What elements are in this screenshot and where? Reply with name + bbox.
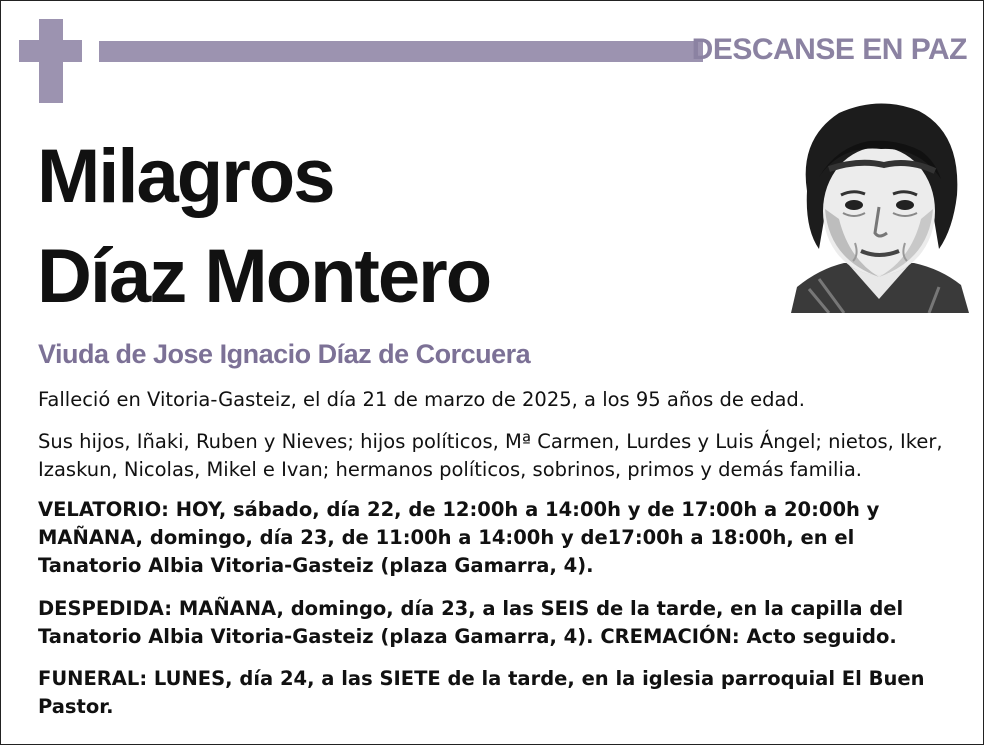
header-label: DESCANSE EN PAZ [691, 33, 967, 66]
deceased-first-name: Milagros [37, 134, 334, 219]
death-notice: Falleció en Vitoria-Gasteiz, el día 21 de marzo de 2025, a los 95 años de edad. [38, 388, 805, 411]
deceased-portrait [789, 99, 969, 313]
header-rule [99, 41, 703, 62]
relation-line: Viuda de Jose Ignacio Díaz de Corcuera [38, 339, 531, 369]
velatorio-info: VELATORIO: HOY, sábado, día 22, de 12:00h a 14:00h y de 17:00h a 20:00h y MAÑANA, domingo, día 23, de 11:00h a 14:00h y de17:00h a 18:00h, en el Tanatorio Albia Vitoria-Gasteiz (plaza Gamarra, 4). [38, 498, 880, 577]
deceased-surnames: Díaz Montero [37, 234, 491, 319]
family-list: Sus hijos, Iñaki, Ruben y Nieves; hijos políticos, Mª Carmen, Lurdes y Luis Ángel; nietos, Iker, Izaskun, Nicolas, Mikel e Ivan; hermanos políticos, sobrinos, primos y demás familia. [38, 430, 943, 481]
despedida-info: DESPEDIDA: MAÑANA, domingo, día 23, a las SEIS de la tarde, en la capilla del Tanatorio Albia Vitoria-Gasteiz (plaza Gamarra, 4). CREMACIÓN: Acto seguido. [38, 597, 904, 648]
cross-icon-arm [19, 40, 82, 62]
funeral-info: FUNERAL: LUNES, día 24, a las SIETE de la tarde, en la iglesia parroquial El Buen Pastor. [38, 667, 925, 718]
